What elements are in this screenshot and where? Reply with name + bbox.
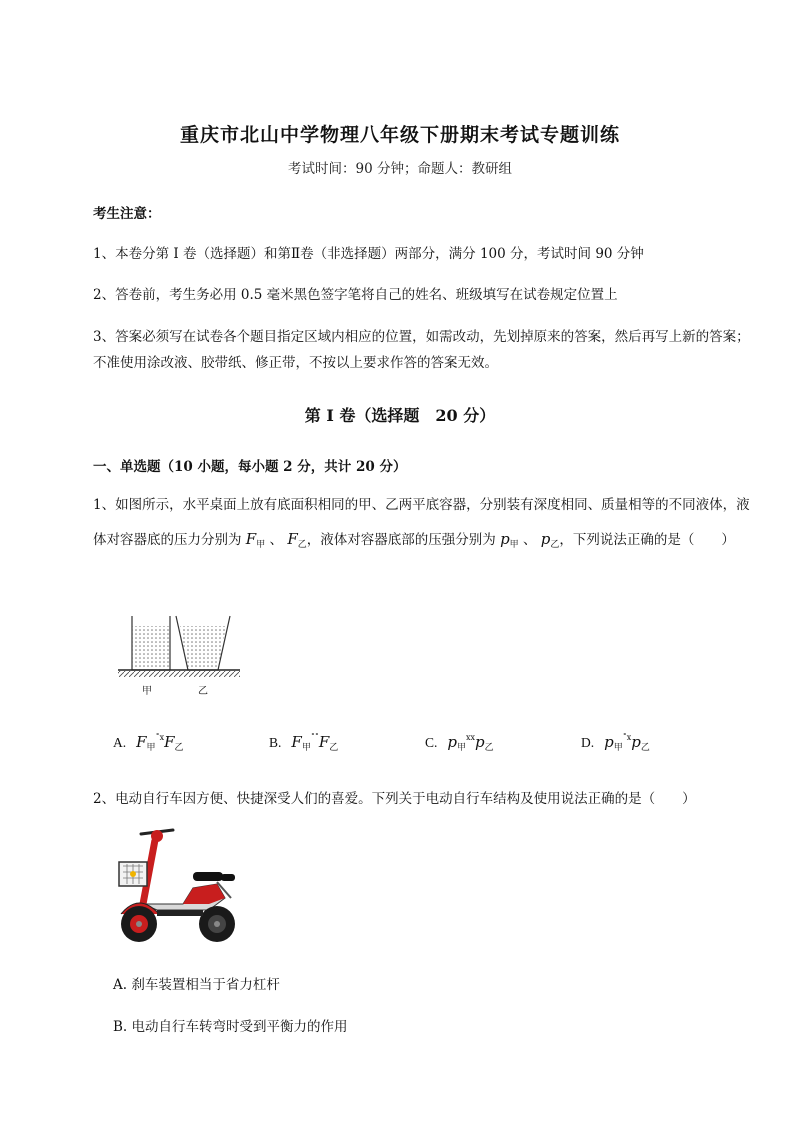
q1-option-b[interactable]: B. $F_甲^{˚˚}F_乙$ (269, 733, 339, 753)
notice-item-1: 1、本卷分第 I 卷（选择题）和第Ⅱ卷（非选择题）两部分，满分 100 分，考试时间 90 分钟 (93, 246, 644, 262)
q1-text-b: ，液体对容器底部的压强分别为 (306, 532, 496, 548)
q1-text-c: ，下列说法正确的是（ ） (559, 532, 735, 548)
figure-label-jia: 甲 (142, 686, 152, 697)
q2-option-b[interactable]: B. 电动自行车转弯时受到平衡力的作用 (113, 1019, 348, 1035)
var-F-jia: $F_甲$ (245, 530, 266, 550)
q1-option-a[interactable]: A. $F_甲^{˚x}F_乙$ (113, 733, 184, 753)
q1-option-d[interactable]: D. $p_甲^{˚x}p_乙$ (581, 733, 650, 753)
var-p-yi: $p_乙$ (540, 530, 560, 550)
exam-subtitle: 考试时间：90 分钟；命题人：教研组 (288, 161, 512, 177)
var-p-jia: $p_甲$ (500, 530, 519, 550)
q1-text-a: 1、如图所示，水平桌面上放有底面积相同的甲、乙两平底容器，分别装有深度相同、质量相等的不同液体，液体对容器底的压力分别为 (93, 497, 750, 548)
var-F-yi: $F_乙$ (287, 530, 307, 550)
q1-sep-1: 、 (269, 532, 284, 548)
notice-item-2: 2、答卷前，考生务必用 0.5 毫米黑色签字笔将自己的姓名、班级填写在试卷规定位置上 (93, 287, 618, 303)
q1-option-c[interactable]: C. $p_甲^{xx}p_乙$ (425, 733, 494, 753)
electric-bike-image (113, 826, 243, 950)
q2-option-a[interactable]: A. 刹车装置相当于省力杠杆 (113, 977, 280, 993)
part-title: 一、单选题（10 小题，每小题 2 分，共计 20 分） (93, 459, 407, 475)
q1-sep-2: 、 (522, 532, 537, 548)
notice-item-3: 3、答案必须写在试卷各个题目指定区域内相应的位置，如需改动，先划掉原来的答案，然后再写上新的答案；不准使用涂改液、胶带纸、修正带，不按以上要求作答的答案无效。 (93, 329, 750, 371)
notice-heading: 考生注意： (93, 206, 161, 222)
question-2: 2、电动自行车因方便、快捷深受人们的喜爱。下列关于电动自行车结构及使用说法正确的是（ ） (93, 791, 696, 807)
exam-title: 重庆市北山中学物理八年级下册期末考试专题训练 (179, 124, 620, 146)
question-1 (93, 488, 753, 562)
section-title: 第 I 卷（选择题 20 分） (304, 406, 496, 425)
containers-figure (114, 612, 254, 702)
figure-label-yi: 乙 (198, 686, 208, 697)
